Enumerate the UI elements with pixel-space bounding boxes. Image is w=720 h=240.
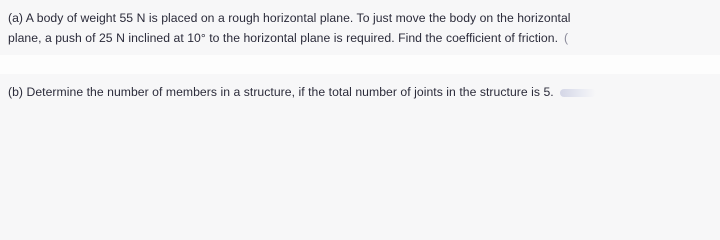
separator-band xyxy=(0,55,720,74)
question-a-text-1: (a) A body of weight 55 N is placed on a rough horizontal plane. To just move the body on the horizontal xyxy=(8,11,571,25)
question-a-marks-mark: ( xyxy=(564,31,569,45)
blurred-marks-indicator xyxy=(560,89,596,97)
question-a-text-2: plane, a push of 25 N inclined at 10° to the horizontal plane is required. Find the coefficient of friction. xyxy=(8,31,559,45)
question-a-line-1 xyxy=(8,10,571,26)
question-a-line-2 xyxy=(8,30,568,46)
question-b-text-1: (b) Determine the number of members in a structure, if the total number of joints in the structure is 5. xyxy=(8,85,554,99)
question-b-line-1 xyxy=(8,84,596,100)
